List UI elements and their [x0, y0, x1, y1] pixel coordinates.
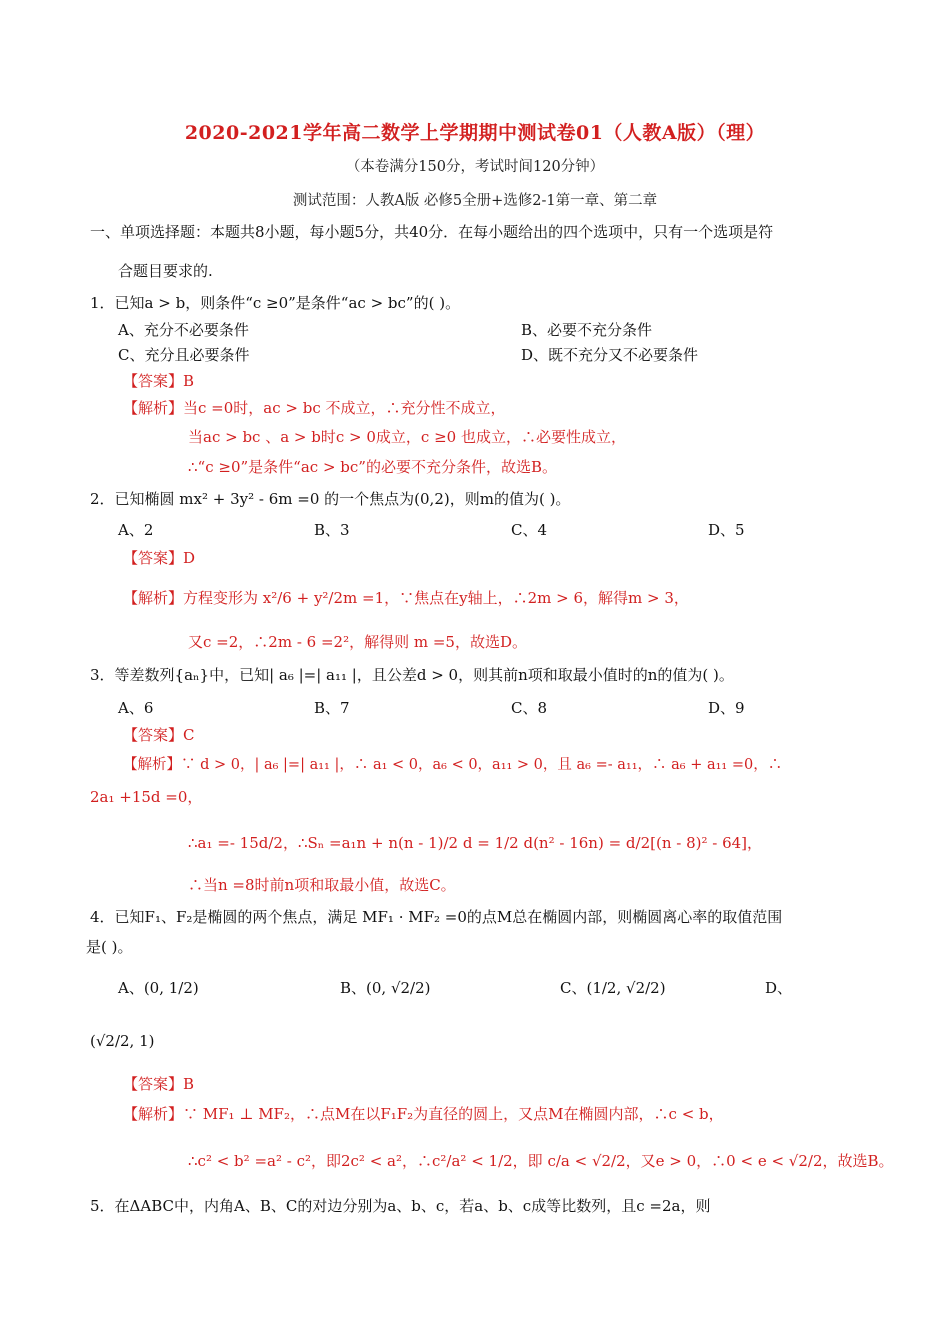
- q2-answer: 【答案】D: [123, 549, 196, 567]
- q1-option-b: B、必要不充分条件: [521, 321, 653, 339]
- q4-option-c: C、(1/2, √2/2): [560, 979, 666, 997]
- test-scope: 测试范围：人教A版 必修5全册+选修2-1第一章、第二章: [292, 193, 658, 209]
- section-heading: 一、单项选择题：本题共8小题，每小题5分，共40分．在每小题给出的四个选项中，只有一个选项是符: [90, 223, 774, 241]
- q2-stem: 2．已知椭圆 mx² + 3y² - 6m =0 的一个焦点为(0,2)，则m的值为( )。: [90, 490, 571, 508]
- q5-stem: 5．在ΔABC中，内角A、B、C的对边分别为a、b、c，若a、b、c成等比数列，且c =2a，则: [90, 1197, 711, 1215]
- q4-option-a: A、(0, 1/2): [118, 979, 199, 997]
- q2-option-a: A、2: [118, 521, 154, 539]
- q1-option-c: C、充分且必要条件: [118, 346, 250, 364]
- q3-explanation-2: 2a₁ +15d =0，: [90, 788, 203, 806]
- q3-option-a: A、6: [118, 699, 154, 717]
- q4-explanation-2: ∴c² < b² =a² - c²，即2c² < a²，∴c²/a² < 1/2，即 c/a < √2/2，又e > 0，∴0 < e < √2/2，故选B。: [188, 1152, 894, 1170]
- q1-explanation-1: 【解析】当c =0时，ac > bc 不成立，∴充分性不成立，: [123, 399, 506, 417]
- q3-explanation-4: ∴当n =8时前n项和取最小值，故选C。: [188, 876, 456, 894]
- q2-option-d: D、5: [708, 521, 745, 539]
- q2-explanation-1: 【解析】方程变形为 x²/6 + y²/2m =1，∵焦点在y轴上，∴2m > 6，解得m > 3，: [123, 589, 689, 607]
- q3-explanation-1: 【解析】∵ d > 0，| a₆ |=| a₁₁ |，∴ a₁ < 0，a₆ < 0，a₁₁ > 0，且 a₆ =- a₁₁，∴ a₆ + a₁₁ =0，∴: [123, 757, 783, 773]
- q3-option-b: B、7: [314, 699, 350, 717]
- q2-option-b: B、3: [314, 521, 350, 539]
- q1-option-a: A、充分不必要条件: [118, 321, 249, 339]
- q4-answer: 【答案】B: [123, 1075, 195, 1093]
- q4-option-d: D、: [765, 979, 793, 997]
- q4-option-b: B、(0, √2/2): [340, 979, 431, 997]
- q1-option-d: D、既不充分又不必要条件: [521, 346, 699, 364]
- q3-stem: 3．等差数列{aₙ}中，已知| a₆ |=| a₁₁ |，且公差d > 0，则其前n项和取最小值时的n的值为( )。: [90, 666, 734, 684]
- q1-explanation-2: 当ac > bc 、a > b时c > 0成立，c ≥0 也成立，∴必要性成立，: [188, 428, 626, 446]
- q2-explanation-2: 又c =2，∴2m - 6 =2²，解得则 m =5，故选D。: [188, 633, 527, 651]
- q1-answer: 【答案】B: [123, 372, 195, 390]
- q4-option-d-value: (√2/2, 1): [90, 1032, 155, 1050]
- q2-option-c: C、4: [511, 521, 548, 539]
- page-subtitle: （本卷满分150分，考试时间120分钟）: [345, 159, 605, 175]
- q4-explanation-1: 【解析】∵ MF₁ ⊥ MF₂，∴点M在以F₁F₂为直径的圆上，又点M在椭圆内部，∴c < b，: [123, 1105, 724, 1123]
- q3-answer: 【答案】C: [123, 726, 195, 744]
- q1-stem: 1．已知a > b，则条件“c ≥0”是条件“ac > bc”的( )。: [90, 294, 461, 312]
- page-title: 2020-2021学年高二数学上学期期中测试卷01（人教A版）（理）: [184, 122, 766, 144]
- q1-explanation-3: ∴“c ≥0”是条件“ac > bc”的必要不充分条件，故选B。: [188, 458, 557, 476]
- q3-explanation-3: ∴a₁ =- 15d/2，∴Sₙ =a₁n + n(n - 1)/2 d = 1/2 d(n² - 16n) = d/2[(n - 8)² - 64]，: [188, 834, 763, 852]
- q3-option-d: D、9: [708, 699, 745, 717]
- q3-option-c: C、8: [511, 699, 548, 717]
- q4-stem: 4．已知F₁、F₂是椭圆的两个焦点，满足 MF₁ · MF₂ =0的点M总在椭圆内部，则椭圆离心率的取值范围: [90, 908, 783, 926]
- q4-stem-cont: 是( )。: [86, 938, 133, 956]
- section-heading-cont: 合题目要求的.: [118, 262, 213, 280]
